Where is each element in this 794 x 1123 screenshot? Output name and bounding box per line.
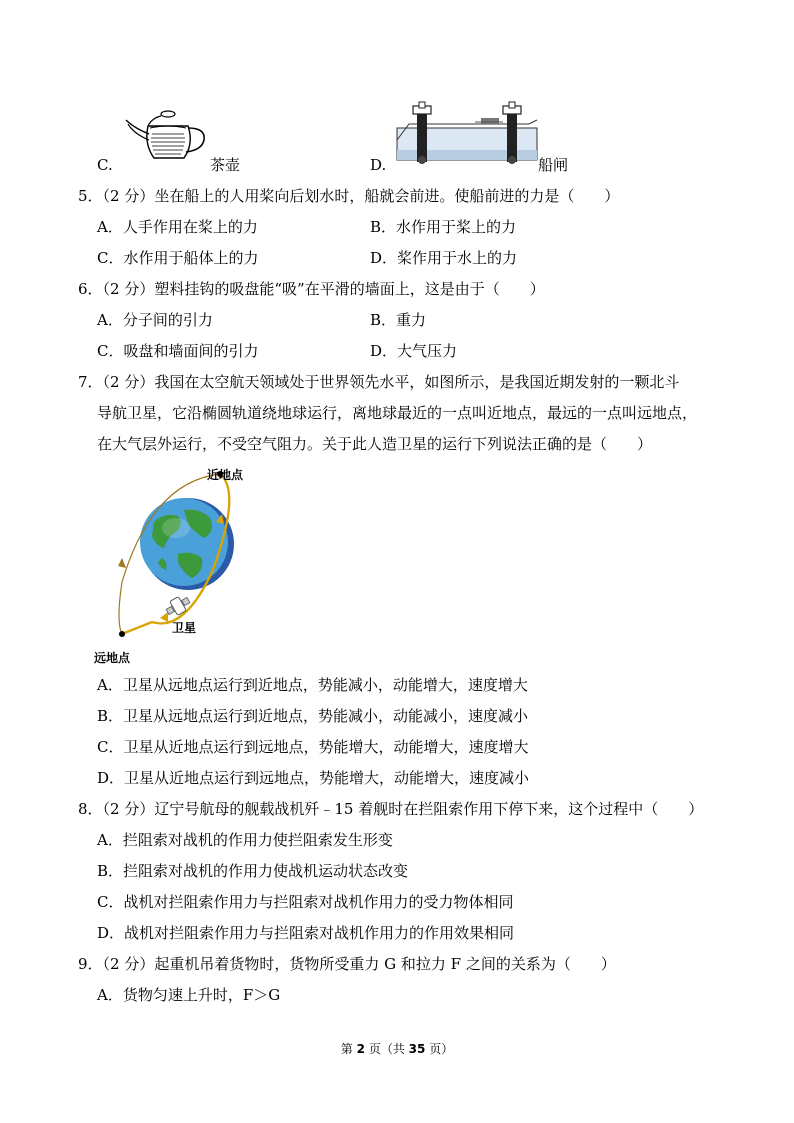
q6-option-d: D．大气压力 [370, 342, 458, 360]
q4-option-d-letter: D. [370, 156, 387, 174]
apogee-label: 远地点 [94, 651, 131, 665]
q5-option-b: B．水作用于桨上的力 [370, 218, 517, 236]
q5-stem: 5．（2 分）坐在船上的人用桨向后划水时，船就会前进。使船前进的力是（ ） [78, 187, 620, 205]
q6-option-b: B．重力 [370, 311, 427, 329]
q7-stem-line-1: 7．（2 分）我国在太空航天领域处于世界领先水平，如图所示，是我国近期发射的一颗北斗 [78, 373, 680, 391]
q4-option-c-text: 茶壶 [210, 156, 241, 174]
footer-total-pages: 35 [408, 1042, 426, 1056]
q4-option-d-text: 船闸 [538, 156, 569, 174]
q7-stem-line-3: 在大气层外运行，不受空气阻力。关于此人造卫星的运行下列说法正确的是（ ） [97, 435, 653, 453]
q8-option-c: C．战机对拦阻索作用力与拦阻索对战机作用力的受力物体相同 [97, 893, 514, 911]
q5-option-d: D．桨作用于水上的力 [370, 249, 518, 267]
q4-option-c [97, 155, 113, 175]
teapot-figure [122, 104, 214, 168]
footer-suffix: 页） [429, 1042, 454, 1056]
teapot-icon [122, 104, 214, 168]
shiplock-figure [395, 100, 540, 168]
q7-option-c: C．卫星从近地点运行到远地点，势能增大，动能增大，速度增大 [97, 738, 529, 756]
q5-option-a: A．人手作用在桨上的力 [97, 218, 258, 236]
footer-mid: 页（共 [368, 1042, 405, 1056]
q6-option-c: C．吸盘和墙面间的引力 [97, 342, 259, 360]
q6-option-a: A．分子间的引力 [97, 311, 213, 329]
satellite-label: 卫星 [172, 621, 197, 635]
satellite-orbit-figure [92, 462, 262, 668]
q6-stem: 6．（2 分）塑料挂钩的吸盘能“吸”在平滑的墙面上，这是由于（ ） [78, 280, 545, 298]
page-footer [0, 1041, 794, 1057]
q7-stem-line-2: 导航卫星，它沿椭圆轨道绕地球运行，离地球最近的一点叫近地点，最远的一点叫远地点， [97, 404, 698, 422]
perigee-label: 近地点 [207, 468, 244, 482]
q8-option-a: A．拦阻索对战机的作用力使拦阻索发生形变 [97, 831, 393, 849]
q7-option-b: B．卫星从远地点运行到近地点，势能减小，动能减小，速度减小 [97, 707, 529, 725]
footer-page-number: 2 [356, 1042, 365, 1056]
ship-lock-icon [395, 100, 540, 168]
footer-prefix: 第 [340, 1042, 353, 1056]
q8-option-b: B．拦阻索对战机的作用力使战机运动状态改变 [97, 862, 409, 880]
q8-stem: 8．（2 分）辽宁号航母的舰载战机歼﹣15 着舰时在拦阻索作用下停下来，这个过程中（ ） [78, 800, 704, 818]
q7-option-d: D．卫星从近地点运行到远地点，势能增大，动能增大，速度减小 [97, 769, 530, 787]
earth-orbit-icon [92, 462, 262, 668]
q4-option-d [370, 155, 386, 175]
q4-option-c-letter: C. [97, 156, 113, 174]
q9-option-a: A．货物匀速上升时，F＞G [97, 986, 281, 1004]
q5-option-c: C．水作用于船体上的力 [97, 249, 259, 267]
q9-stem: 9．（2 分）起重机吊着货物时，货物所受重力 G 和拉力 F 之间的关系为（ ） [78, 955, 616, 973]
q7-option-a: A．卫星从远地点运行到近地点，势能减小，动能增大，速度增大 [97, 676, 528, 694]
q8-option-d: D．战机对拦阻索作用力与拦阻索对战机作用力的作用效果相同 [97, 924, 515, 942]
